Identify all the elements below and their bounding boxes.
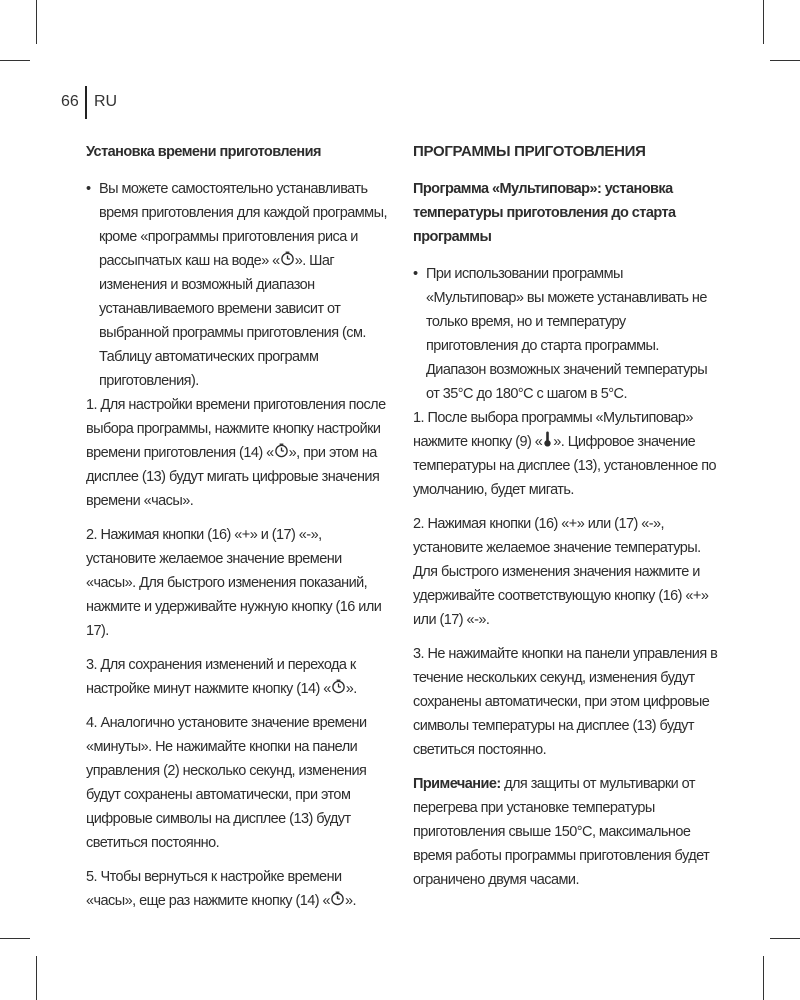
left-column: [86, 140, 392, 923]
crop-mark-bottom-left: [36, 956, 37, 1000]
crop-mark-bottom-right-h: [770, 938, 800, 939]
multicook-bullet-text: При использовании программы «Мультиповар» вы можете устанавливать не только время, но и температуру приготовления до старта программы. Диапазон возможных значений температуры от 35°С до 180°С с шагом в 5°С.: [426, 266, 708, 402]
right-column: [413, 140, 718, 902]
step-1-text-before-icon: 1. Для настройки времени приготовления после выбора программы, нажмите кнопку настройки времени приготовления (14) «: [86, 397, 386, 461]
bullet-text-after-icon: ». Шаг изменения и возможный диапазон устанавливаемого времени зависит от выбранной программы приготовления (см. Таблицу автоматических программ приготовления).: [99, 253, 366, 389]
cooking-time-heading: Установка времени приготовления: [86, 144, 321, 160]
time-step-3: [86, 653, 392, 701]
clock-icon: [274, 443, 289, 458]
step-3-text-before-icon: 3. Для сохранения изменений и перехода к настройке минут нажмите кнопку (14) «: [86, 657, 356, 697]
time-step-5: [86, 865, 392, 913]
temp-step-1: [413, 406, 718, 502]
bullet-marker: •: [413, 266, 418, 282]
time-step-2: 2. Нажимая кнопки (16) «+» и (17) «-», установите желаемое значение времени «часы». Для быстрого изменения показаний, нажмите и удерживайте нужную кнопку (16 или 17).: [86, 527, 382, 639]
time-step-1: [86, 393, 392, 513]
crop-mark-top-right-h: [770, 60, 800, 61]
multicook-bullet: [413, 262, 718, 406]
crop-mark-top-left: [36, 0, 37, 44]
step-5-text-after-icon: ».: [345, 893, 357, 909]
overheat-note: [413, 772, 718, 892]
step-5-text-before-icon: 5. Чтобы вернуться к настройке времени «часы», еще раз нажмите кнопку (14) «: [86, 869, 342, 909]
temp-step-2: 2. Нажимая кнопки (16) «+» или (17) «-», установите желаемое значение температуры. Для быстрого изменения значения нажмите и удерживайте соответствующую кнопку (16) «+» или (17) «-».: [413, 516, 709, 628]
note-text: для защиты от мультиварки от перегрева при установке температуры приготовления свыше 150°С, максимальное время работы программы приготовления будет ограничено двумя часами.: [413, 776, 710, 888]
step-3-text-after-icon: ».: [345, 681, 357, 697]
temp-step-1-text-after-icon: ». Цифровое значение температуры на дисплее (13), установленное по умолчанию, будет мигать.: [413, 434, 717, 498]
note-label: Примечание:: [413, 776, 501, 792]
temp-step-3: 3. Не нажимайте кнопки на панели управления в течение нескольких секунд, изменения будут сохранены автоматически, при этом цифровые символы температуры на дисплее (13) будут светиться постоянно.: [413, 646, 718, 758]
clock-icon: [331, 679, 346, 694]
clock-icon: [280, 251, 295, 266]
page-number: 66: [61, 93, 79, 110]
clock-icon: [330, 891, 345, 906]
temp-step-1-text-before-icon: 1. После выбора программы «Мультиповар» нажмите кнопку (9) «: [413, 410, 693, 450]
crop-mark-top-left-h: [0, 60, 30, 61]
page-number-divider: [85, 86, 87, 119]
crop-mark-bottom-left-h: [0, 938, 30, 939]
language-code: RU: [94, 93, 118, 110]
bullet-text-before-icon: Вы можете самостоятельно устанавливать время приготовления для каждой программы, кроме «программы приготовления риса и рассыпчатых каш на воде» «: [99, 181, 387, 269]
step-1-text-after-icon: », при этом на дисплее (13) будут мигать цифровые значения времени «часы».: [86, 445, 380, 509]
cooking-time-bullet: [86, 177, 392, 393]
crop-mark-top-right: [763, 0, 764, 44]
cooking-programs-title: ПРОГРАММЫ ПРИГОТОВЛЕНИЯ: [413, 143, 646, 160]
multicook-heading: Программа «Мультиповар»: установка температуры приготовления до старта программы: [413, 181, 676, 245]
thermometer-icon: [542, 431, 553, 447]
crop-mark-bottom-right: [763, 956, 764, 1000]
time-step-4: 4. Аналогично установите значение времени «минуты». Не нажимайте кнопки на панели управления (2) несколько секунд, изменения будут сохранены автоматически, при этом цифровые символы на дисплее (13) будут светиться постоянно.: [86, 715, 367, 851]
bullet-marker: •: [86, 181, 91, 197]
